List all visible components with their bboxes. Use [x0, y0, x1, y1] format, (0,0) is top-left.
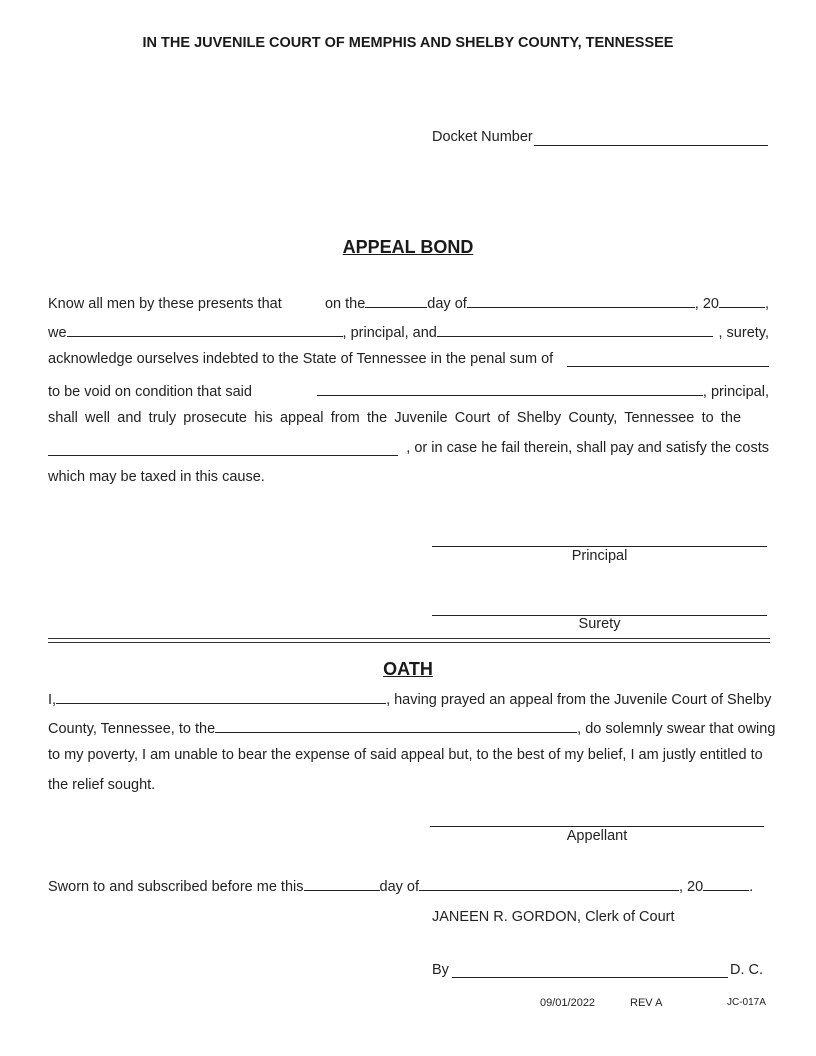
- bond-principal-text: , principal,: [702, 384, 769, 400]
- sworn-day-field[interactable]: [304, 876, 380, 891]
- oath-line-2: [48, 718, 776, 737]
- bond-condition-text: to be void on condition that said: [48, 384, 252, 400]
- by-label: By: [432, 962, 449, 978]
- bond-line-1: [48, 293, 769, 312]
- court-title: IN THE JUVENILE COURT OF MEMPHIS AND SHELBY COUNTY, TENNESSEE: [142, 35, 674, 51]
- bond-day-of-text: day of: [427, 296, 467, 312]
- bond-principal-and-text: , principal, and: [342, 325, 437, 341]
- oath-swear-text: , do solemnly swear that owing: [577, 721, 776, 737]
- bond-line-3: [48, 351, 769, 367]
- bond-surety-text: , surety,: [718, 325, 769, 341]
- bond-principal-name-field[interactable]: [67, 322, 343, 337]
- oath-line-3: [48, 747, 769, 763]
- appellant-signature-line[interactable]: [430, 826, 764, 827]
- form-revision: REV A: [630, 997, 663, 1009]
- principal-signature-line[interactable]: [432, 546, 767, 547]
- clerk-name: JANEEN R. GORDON, Clerk of Court: [432, 909, 675, 925]
- bond-taxed-text: which may be taxed in this cause.: [48, 469, 265, 485]
- sworn-month-field[interactable]: [419, 876, 679, 891]
- bond-intro-text: Know all men by these presents that: [48, 296, 282, 312]
- bond-said-principal-field[interactable]: [317, 381, 703, 396]
- bond-costs-text: , or in case he fail therein, shall pay and satisfy the costs: [406, 440, 769, 456]
- bond-year-field[interactable]: [719, 293, 765, 308]
- oath-court-field[interactable]: [215, 718, 577, 733]
- appellant-label: Appellant: [566, 828, 628, 844]
- bond-prosecute-text: shall well and truly prosecute his appeal from the Juvenile Court of Shelby County, Tennessee to the: [48, 410, 742, 426]
- oath-prayed-text: , having prayed an appeal from the Juvenile Court of Shelby: [386, 692, 772, 708]
- sworn-year-field[interactable]: [703, 876, 749, 891]
- bond-year-prefix: , 20: [694, 296, 719, 312]
- sworn-text: Sworn to and subscribed before me this: [48, 879, 304, 895]
- bond-penal-sum-field[interactable]: [567, 352, 769, 367]
- dc-label: D. C.: [730, 962, 764, 978]
- oath-line-1: [48, 689, 772, 708]
- docket-number-field[interactable]: [534, 145, 768, 146]
- bond-month-field[interactable]: [467, 293, 695, 308]
- bond-line-6: [48, 440, 769, 456]
- section-divider-bottom: [48, 642, 770, 643]
- bond-we-text: we: [48, 325, 67, 341]
- oath-relief-text: the relief sought.: [48, 777, 156, 793]
- sworn-day-of-text: day of: [379, 879, 419, 895]
- bond-day-field[interactable]: [365, 293, 427, 308]
- oath-county-text: County, Tennessee, to the: [48, 721, 216, 737]
- bond-line-2: [48, 322, 769, 341]
- bond-line1-end: ,: [764, 296, 769, 312]
- sworn-end: .: [749, 879, 754, 895]
- bond-line-4: [48, 381, 769, 400]
- docket-number-label: Docket Number: [432, 129, 533, 145]
- sworn-line: [48, 876, 769, 895]
- sworn-year-prefix: , 20: [679, 879, 704, 895]
- section-divider-top: [48, 638, 770, 639]
- oath-i-text: I,: [48, 692, 57, 708]
- bond-penal-sum-text: acknowledge ourselves indebted to the State of Tennessee in the penal sum of: [48, 351, 554, 367]
- surety-label: Surety: [578, 616, 621, 632]
- appeal-bond-heading: APPEAL BOND: [342, 237, 474, 257]
- form-date: 09/01/2022: [540, 997, 596, 1009]
- bond-appeal-court-field[interactable]: [48, 441, 398, 456]
- oath-poverty-text: to my poverty, I am unable to bear the expense of said appeal but, to the best of my belief, I am justly entitled to: [48, 747, 763, 763]
- deputy-clerk-signature-line[interactable]: [452, 977, 728, 978]
- principal-label: Principal: [571, 548, 628, 564]
- form-id: JC-017A: [727, 997, 766, 1008]
- bond-line-5: [48, 410, 769, 426]
- oath-heading: OATH: [383, 659, 433, 679]
- bond-surety-name-field[interactable]: [437, 322, 713, 337]
- oath-appellant-name-field[interactable]: [56, 689, 386, 704]
- bond-on-the-text: on the: [324, 296, 366, 312]
